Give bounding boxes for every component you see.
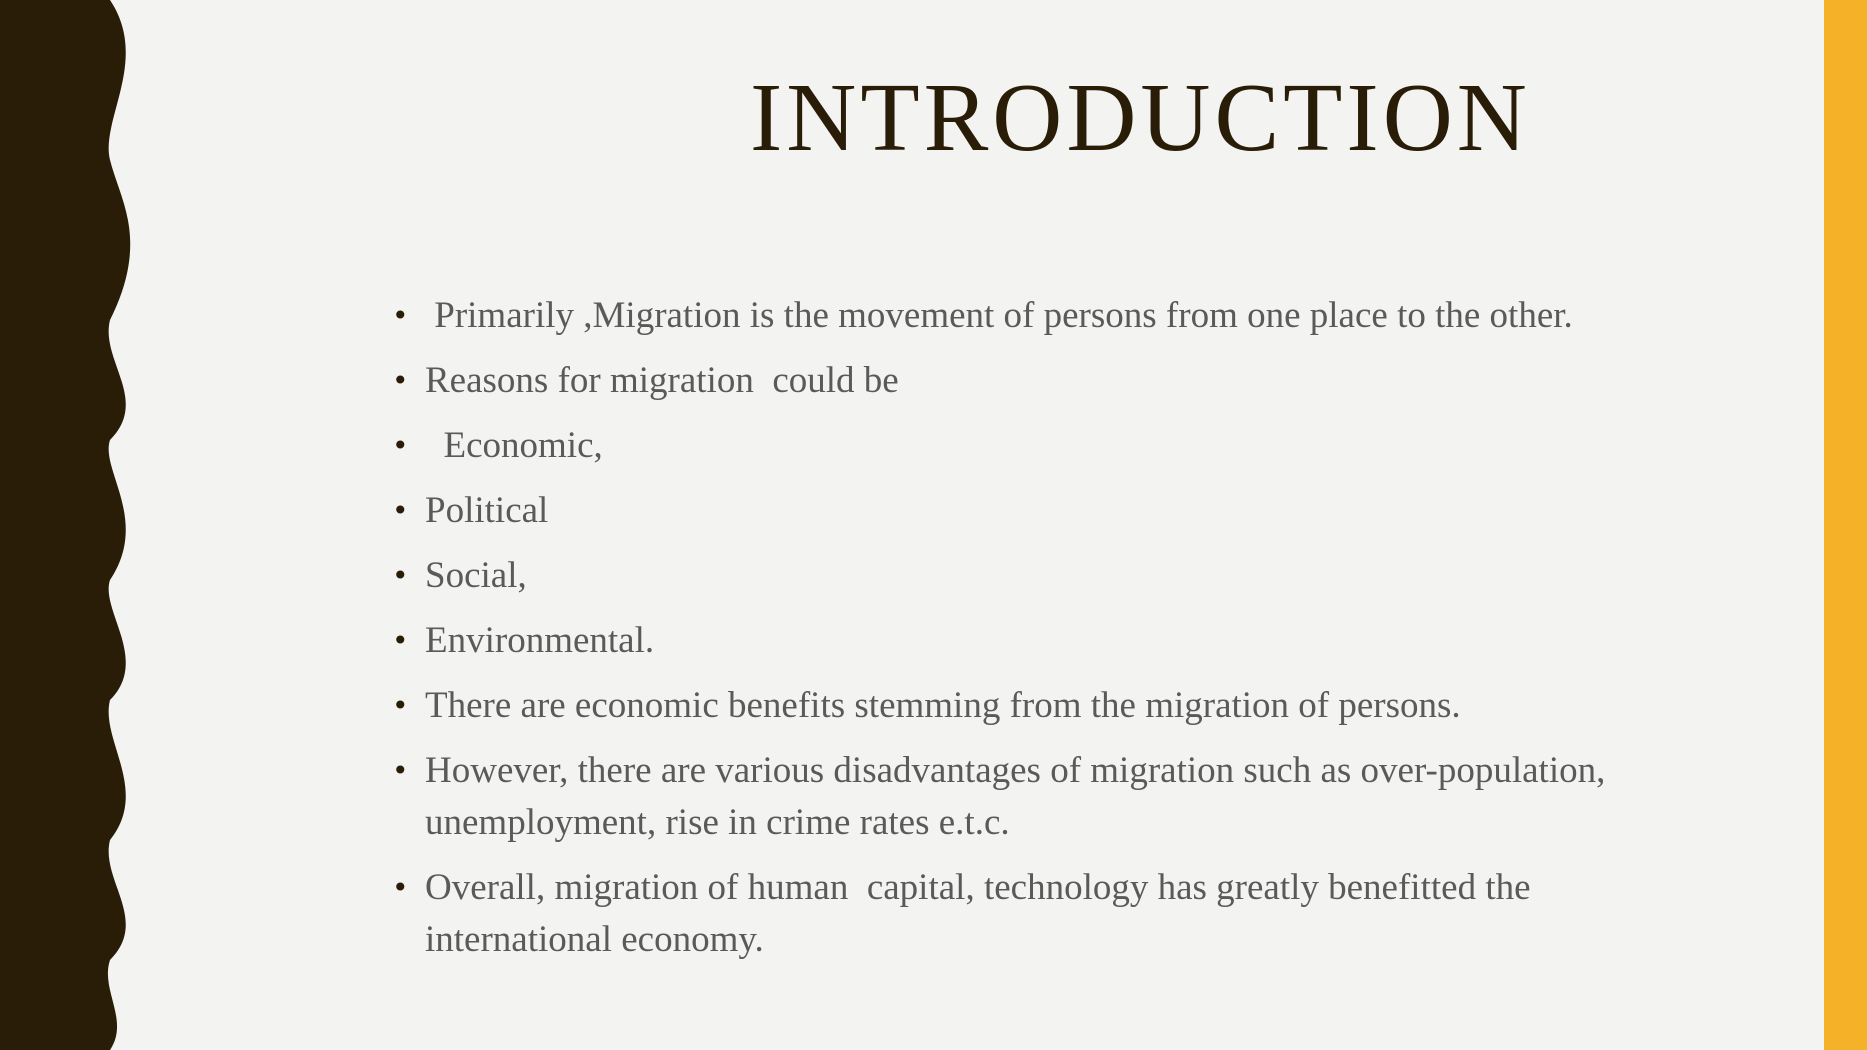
bullet-item <box>386 420 1686 472</box>
bullet-icon: • <box>392 689 409 722</box>
bullet-item <box>386 745 1686 849</box>
bullet-icon: • <box>392 871 409 904</box>
bullet-item <box>386 485 1686 537</box>
bullet-item <box>386 862 1686 966</box>
bullet-icon: • <box>392 429 409 462</box>
bullet-text: Environmental. <box>425 620 655 661</box>
bullet-item <box>386 355 1686 407</box>
bullet-text: There are economic benefits stemming from the migration of persons. <box>425 685 1461 726</box>
bullet-text: Overall, migration of human capital, technology has greatly benefitted the international economy. <box>425 867 1540 960</box>
bullet-item <box>386 290 1686 342</box>
bullet-icon: • <box>392 624 409 657</box>
bullet-icon: • <box>392 494 409 527</box>
wavy-decorative-border <box>0 0 140 1050</box>
bullet-text: Primarily ,Migration is the movement of persons from one place to the other. <box>425 295 1573 336</box>
bullet-item <box>386 680 1686 732</box>
bullet-text: However, there are various disadvantages of migration such as over-population, unemployment, rise in crime rates e.t.c. <box>425 750 1615 843</box>
bullet-icon: • <box>392 299 409 332</box>
bullet-text: Economic, <box>425 425 603 466</box>
bullet-icon: • <box>392 559 409 592</box>
slide-title: INTRODUCTION <box>750 64 1531 171</box>
bullet-text: Reasons for migration could be <box>425 360 899 401</box>
bullet-item <box>386 615 1686 667</box>
bullet-icon: • <box>392 364 409 397</box>
accent-side-bar <box>1824 0 1867 1050</box>
bullet-icon: • <box>392 754 409 787</box>
bullet-list <box>386 290 1686 979</box>
bullet-text: Social, <box>425 555 527 596</box>
bullet-text: Political <box>425 490 549 531</box>
bullet-item <box>386 550 1686 602</box>
